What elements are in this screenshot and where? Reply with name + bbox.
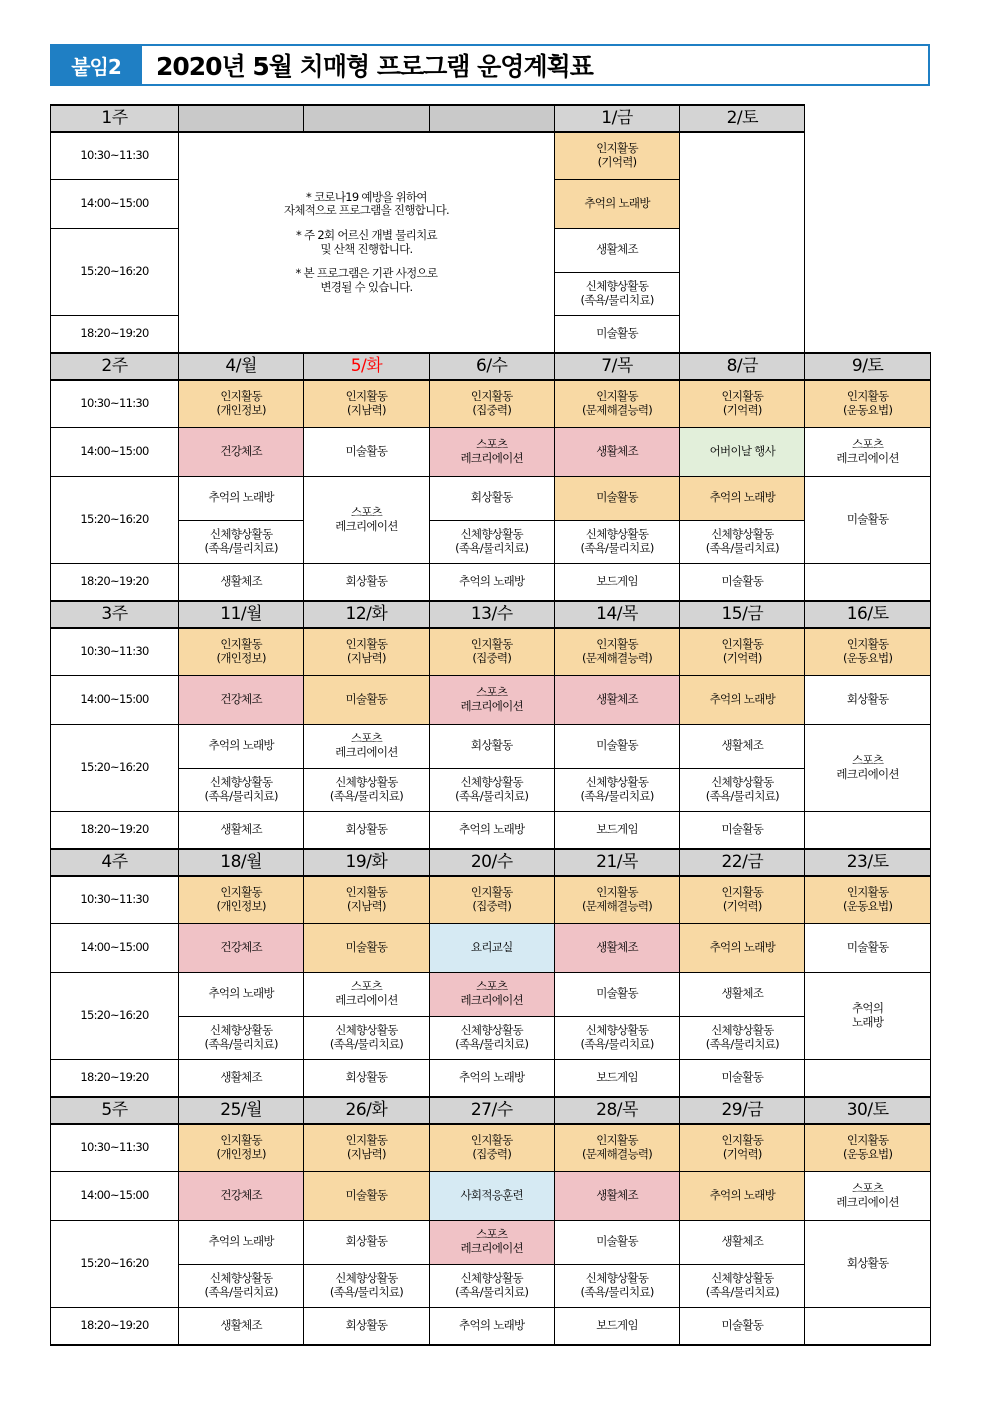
schedule-cell: [805, 1307, 930, 1345]
schedule-cell: 스포츠 레크리에이션: [805, 427, 930, 476]
schedule-cell: 추억의 노래방: [805, 972, 930, 1059]
schedule-cell: 회상활동: [805, 1220, 930, 1307]
schedule-cell: 인지활동 (문제해결능력): [554, 628, 679, 675]
schedule-row: [51, 675, 931, 724]
schedule-cell: 신체향상활동 (족욕/물리치료): [680, 1264, 805, 1307]
schedule-cell: 신체향상활동 (족욕/물리치료): [429, 520, 554, 563]
time-label: 18:20~19:20: [51, 315, 179, 353]
week-header-row: [51, 1097, 931, 1124]
schedule-row: [51, 923, 931, 972]
schedule-cell: 추억의 노래방: [429, 1059, 554, 1097]
schedule-cell: 추억의 노래방: [179, 1220, 304, 1264]
schedule-cell: 신체향상활동 (족욕/물리치료): [554, 520, 679, 563]
schedule-cell: 인지활동 (기억력): [554, 132, 679, 179]
day-header: 21/목: [554, 849, 679, 876]
schedule-cell: [805, 563, 930, 601]
schedule-row: [51, 1059, 931, 1097]
day-header: 15/금: [680, 601, 805, 628]
time-label: 15:20~16:20: [51, 228, 179, 315]
schedule-cell: 스포츠 레크리에이션: [429, 675, 554, 724]
schedule-row: [51, 132, 931, 179]
schedule-cell: 신체향상활동 (족욕/물리치료): [179, 768, 304, 811]
schedule-cell: 생활체조: [680, 972, 805, 1016]
schedule-cell: 인지활동 (지남력): [304, 380, 429, 427]
schedule-cell: 회상활동: [304, 1307, 429, 1345]
schedule-cell: 추억의 노래방: [179, 972, 304, 1016]
schedule-cell: 생활체조: [179, 811, 304, 849]
time-label: 10:30~11:30: [51, 876, 179, 923]
schedule-cell: 회상활동: [304, 563, 429, 601]
schedule-cell: 스포츠 레크리에이션: [304, 476, 429, 563]
day-header: 12/화: [304, 601, 429, 628]
schedule-cell: 인지활동 (문제해결능력): [554, 380, 679, 427]
time-label: 15:20~16:20: [51, 1220, 179, 1307]
schedule-cell: 신체향상활동 (족욕/물리치료): [554, 768, 679, 811]
schedule-cell: 스포츠 레크리에이션: [304, 972, 429, 1016]
day-header: 11/월: [179, 601, 304, 628]
day-header: 6/수: [429, 353, 554, 380]
schedule-cell: 미술활동: [680, 811, 805, 849]
schedule-cell: 생활체조: [680, 1220, 805, 1264]
schedule-cell: 미술활동: [554, 724, 679, 768]
schedule-cell: 스포츠 레크리에이션: [429, 427, 554, 476]
schedule-cell: 미술활동: [554, 972, 679, 1016]
schedule-cell: 인지활동 (개인정보): [179, 876, 304, 923]
notes-cell: [179, 132, 555, 353]
schedule-cell: 인지활동 (기억력): [680, 1124, 805, 1171]
schedule-row: [51, 563, 931, 601]
schedule-row: [51, 972, 931, 1016]
day-header: 19/화: [304, 849, 429, 876]
schedule-cell: 미술활동: [680, 1059, 805, 1097]
schedule-cell: 스포츠 레크리에이션: [429, 972, 554, 1016]
schedule-cell: 추억의 노래방: [680, 476, 805, 520]
schedule-row: [51, 1016, 931, 1059]
schedule-cell: 인지활동 (운동요법): [805, 380, 930, 427]
note-line: * 주 2회 어르신 개별 물리치료: [295, 227, 437, 242]
attachment-badge: 붙임2: [50, 44, 142, 86]
schedule-cell: 추억의 노래방: [680, 923, 805, 972]
schedule-row: [51, 1171, 931, 1220]
schedule-cell: 인지활동 (지남력): [304, 628, 429, 675]
schedule-cell: 건강체조: [179, 923, 304, 972]
day-header: 1/금: [554, 105, 679, 132]
time-label: 14:00~15:00: [51, 427, 179, 476]
schedule-cell: 회상활동: [304, 1220, 429, 1264]
day-header: 23/토: [805, 849, 930, 876]
schedule-row: [51, 724, 931, 768]
schedule-cell: 인지활동 (개인정보): [179, 380, 304, 427]
schedule-cell: 스포츠 레크리에이션: [304, 724, 429, 768]
schedule-cell: 회상활동: [304, 1059, 429, 1097]
schedule-cell: 생활체조: [680, 724, 805, 768]
schedule-cell: 신체향상활동 (족욕/물리치료): [179, 1016, 304, 1059]
schedule-cell: 인지활동 (집중력): [429, 876, 554, 923]
schedule-row: [51, 628, 931, 675]
schedule-cell: 미술활동: [304, 427, 429, 476]
time-label: 10:30~11:30: [51, 380, 179, 427]
schedule-cell: 건강체조: [179, 1171, 304, 1220]
schedule-cell: 회상활동: [304, 811, 429, 849]
schedule-cell: 보드게임: [554, 1059, 679, 1097]
schedule-cell: 회상활동: [429, 724, 554, 768]
schedule-cell: 생활체조: [554, 228, 679, 272]
schedule-cell: 건강체조: [179, 675, 304, 724]
schedule-cell: 신체향상활동 (족욕/물리치료): [304, 768, 429, 811]
schedule-cell: 신체향상활동 (족욕/물리치료): [554, 272, 679, 315]
week-label: 3주: [51, 601, 179, 628]
schedule-cell: 생활체조: [554, 923, 679, 972]
schedule-cell: 인지활동 (운동요법): [805, 628, 930, 675]
week-label: 1주: [51, 105, 179, 132]
schedule-cell: 신체향상활동 (족욕/물리치료): [554, 1016, 679, 1059]
empty-cell: [680, 132, 805, 353]
schedule-cell: 인지활동 (운동요법): [805, 876, 930, 923]
schedule-cell: 어버이날 행사: [680, 427, 805, 476]
week-header-row: [51, 849, 931, 876]
day-header: 7/목: [554, 353, 679, 380]
week-label: 4주: [51, 849, 179, 876]
note-line: * 코로나19 예방을 위하여: [306, 189, 427, 204]
schedule-cell: 미술활동: [680, 1307, 805, 1345]
time-label: 15:20~16:20: [51, 724, 179, 811]
schedule-cell: 인지활동 (개인정보): [179, 628, 304, 675]
schedule-cell: 인지활동 (기억력): [680, 380, 805, 427]
schedule-cell: 신체향상활동 (족욕/물리치료): [680, 520, 805, 563]
day-header: 30/토: [805, 1097, 930, 1124]
schedule-cell: 미술활동: [554, 476, 679, 520]
day-header: 20/수: [429, 849, 554, 876]
schedule-cell: 요리교실: [429, 923, 554, 972]
schedule-row: [51, 476, 931, 520]
note-line: 변경될 수 있습니다.: [320, 279, 413, 294]
schedule-cell: 미술활동: [805, 923, 930, 972]
schedule-cell: 신체향상활동 (족욕/물리치료): [429, 1264, 554, 1307]
schedule-cell: 인지활동 (운동요법): [805, 1124, 930, 1171]
schedule-cell: 스포츠 레크리에이션: [429, 1220, 554, 1264]
time-label: 18:20~19:20: [51, 563, 179, 601]
schedule-cell: 미술활동: [805, 476, 930, 563]
schedule-cell: 생활체조: [179, 563, 304, 601]
note-line: * 본 프로그램은 기관 사정으로: [295, 266, 438, 281]
schedule-cell: 미술활동: [680, 563, 805, 601]
day-header: 16/토: [805, 601, 930, 628]
schedule-row: [51, 427, 931, 476]
empty-header: [429, 105, 554, 132]
schedule-cell: 사회적응훈련: [429, 1171, 554, 1220]
day-header: 22/금: [680, 849, 805, 876]
schedule-row: [51, 1264, 931, 1307]
schedule-cell: 추억의 노래방: [429, 1307, 554, 1345]
schedule-cell: 회상활동: [429, 476, 554, 520]
schedule-cell: 인지활동 (문제해결능력): [554, 876, 679, 923]
schedule-cell: 미술활동: [304, 675, 429, 724]
day-header: 8/금: [680, 353, 805, 380]
day-header: 29/금: [680, 1097, 805, 1124]
time-label: 15:20~16:20: [51, 476, 179, 563]
schedule-row: [51, 1307, 931, 1345]
day-header: 13/수: [429, 601, 554, 628]
schedule-body: [51, 105, 931, 1345]
day-header: 28/목: [554, 1097, 679, 1124]
schedule-cell: 미술활동: [554, 315, 679, 353]
day-header: 27/수: [429, 1097, 554, 1124]
schedule-cell: [805, 1059, 930, 1097]
schedule-row: [51, 811, 931, 849]
schedule-cell: 생활체조: [179, 1059, 304, 1097]
schedule-cell: 신체향상활동 (족욕/물리치료): [429, 768, 554, 811]
schedule-cell: 인지활동 (집중력): [429, 380, 554, 427]
day-header: 4/월: [179, 353, 304, 380]
schedule-cell: 인지활동 (지남력): [304, 876, 429, 923]
schedule-cell: 스포츠 레크리에이션: [805, 1171, 930, 1220]
day-header: 18/월: [179, 849, 304, 876]
schedule-cell: 인지활동 (기억력): [680, 628, 805, 675]
schedule-cell: 신체향상활동 (족욕/물리치료): [680, 1016, 805, 1059]
note-line: 및 산책 진행합니다.: [320, 241, 413, 256]
schedule-row: [51, 768, 931, 811]
schedule-cell: 추억의 노래방: [680, 1171, 805, 1220]
time-label: 18:20~19:20: [51, 1059, 179, 1097]
schedule-cell: 신체향상활동 (족욕/물리치료): [179, 520, 304, 563]
schedule-cell: 생활체조: [554, 1171, 679, 1220]
schedule-cell: 인지활동 (집중력): [429, 628, 554, 675]
time-label: 10:30~11:30: [51, 628, 179, 675]
document-title-bar: [50, 44, 930, 86]
day-header: 26/화: [304, 1097, 429, 1124]
schedule-cell: [805, 811, 930, 849]
day-header: 25/월: [179, 1097, 304, 1124]
schedule-cell: 인지활동 (기억력): [680, 876, 805, 923]
empty-header: [304, 105, 429, 132]
time-label: 18:20~19:20: [51, 811, 179, 849]
schedule-cell: 생활체조: [179, 1307, 304, 1345]
week-header-row: [51, 105, 931, 132]
schedule-cell: 추억의 노래방: [554, 179, 679, 228]
schedule-cell: 신체향상활동 (족욕/물리치료): [304, 1264, 429, 1307]
schedule-cell: 신체향상활동 (족욕/물리치료): [554, 1264, 679, 1307]
schedule-cell: 신체향상활동 (족욕/물리치료): [429, 1016, 554, 1059]
schedule-cell: 인지활동 (문제해결능력): [554, 1124, 679, 1171]
schedule-cell: 추억의 노래방: [429, 563, 554, 601]
schedule-cell: 신체향상활동 (족욕/물리치료): [179, 1264, 304, 1307]
day-header: 5/화: [304, 353, 429, 380]
week-header-row: [51, 601, 931, 628]
schedule-cell: 추억의 노래방: [680, 675, 805, 724]
empty-header: [179, 105, 304, 132]
schedule-row: [51, 1220, 931, 1264]
note-line: 자체적으로 프로그램을 진행합니다.: [283, 203, 449, 218]
time-label: 10:30~11:30: [51, 1124, 179, 1171]
day-header: 9/토: [805, 353, 930, 380]
time-label: 14:00~15:00: [51, 675, 179, 724]
schedule-cell: 보드게임: [554, 811, 679, 849]
schedule-cell: 추억의 노래방: [179, 476, 304, 520]
time-label: 10:30~11:30: [51, 132, 179, 179]
schedule-cell: 신체향상활동 (족욕/물리치료): [680, 768, 805, 811]
time-label: 15:20~16:20: [51, 972, 179, 1059]
schedule-cell: 추억의 노래방: [429, 811, 554, 849]
schedule-cell: 회상활동: [805, 675, 930, 724]
page-title: 2020년 5월 치매형 프로그램 운영계획표: [156, 52, 593, 81]
week-label: 5주: [51, 1097, 179, 1124]
time-label: 18:20~19:20: [51, 1307, 179, 1345]
schedule-cell: 인지활동 (지남력): [304, 1124, 429, 1171]
time-label: 14:00~15:00: [51, 179, 179, 228]
title-box: [142, 44, 930, 86]
time-label: 14:00~15:00: [51, 1171, 179, 1220]
week-label: 2주: [51, 353, 179, 380]
day-header: 2/토: [680, 105, 805, 132]
schedule-table: [50, 104, 931, 1346]
day-header: 14/목: [554, 601, 679, 628]
schedule-cell: 생활체조: [554, 675, 679, 724]
schedule-cell: 미술활동: [554, 1220, 679, 1264]
schedule-cell: 스포츠 레크리에이션: [805, 724, 930, 811]
schedule-cell: 생활체조: [554, 427, 679, 476]
week-header-row: [51, 353, 931, 380]
schedule-cell: 신체향상활동 (족욕/물리치료): [304, 1016, 429, 1059]
schedule-row: [51, 380, 931, 427]
schedule-cell: 추억의 노래방: [179, 724, 304, 768]
schedule-cell: 보드게임: [554, 1307, 679, 1345]
schedule-row: [51, 876, 931, 923]
schedule-cell: 미술활동: [304, 923, 429, 972]
schedule-cell: 인지활동 (집중력): [429, 1124, 554, 1171]
schedule-cell: 보드게임: [554, 563, 679, 601]
schedule-row: [51, 1124, 931, 1171]
schedule-cell: 인지활동 (개인정보): [179, 1124, 304, 1171]
schedule-cell: 미술활동: [304, 1171, 429, 1220]
schedule-row: [51, 520, 931, 563]
schedule-cell: 건강체조: [179, 427, 304, 476]
time-label: 14:00~15:00: [51, 923, 179, 972]
